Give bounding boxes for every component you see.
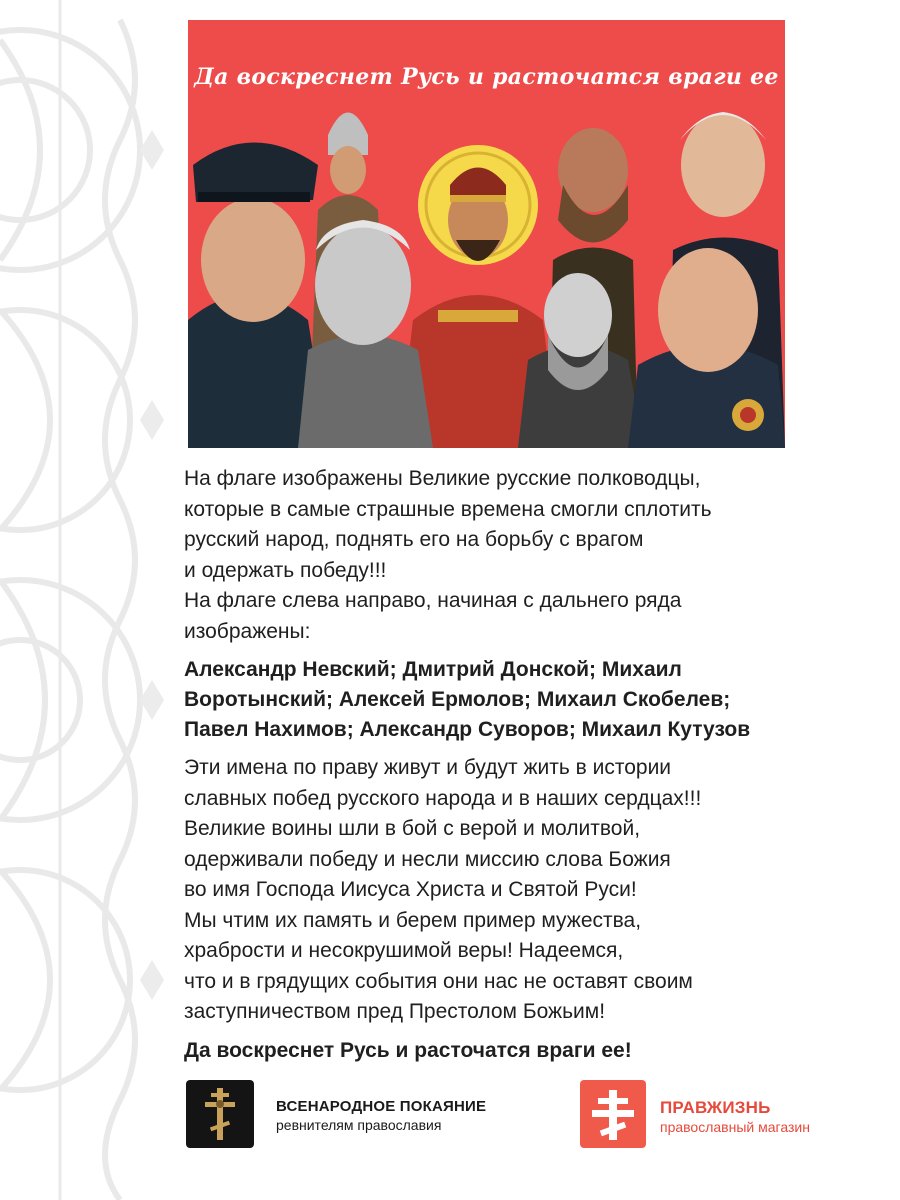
decorative-ornament [0, 0, 170, 1200]
closing-line: Да воскреснет Русь и расточатся враги ее! [184, 1038, 632, 1062]
pravzhizn-logo-text: ПРАВЖИЗНЬ православный магазин [660, 1098, 810, 1135]
intro-paragraph: На флаге изображены Великие русские полководцы, которые в самые страшные времена смогли сплотить русский народ, поднять его на борьбу с врагом и одержать победу!!! На флаге слева направо, начиная с дальнего ряда изображены: [184, 467, 712, 643]
orthodox-cross-icon [186, 1080, 254, 1148]
commanders-names: Александр Невский; Дмитрий Донской; Михаил Воротынский; Алексей Ермолов; Михаил Скобелев; Павел Нахимов; Александр Суворов; Михаил Кутузов [184, 658, 751, 741]
body-paragraph: Эти имена по праву живут и будут жить в истории славных побед русского народа и в наших сердцах!!! Великие воины шли в бой с верой и молитвой, одерживали победу и несли миссию слова Божия во имя Господа Иисуса Христа и Святой Руси! Мы чтим их память и берем пример мужества, храбрости и несокрушимой веры! Надеемся, что и в грядущих события они нас не оставят своим заступничеством пред Престолом Божьим! [184, 756, 702, 1023]
description-text [184, 464, 874, 1066]
banner-title: Да воскреснет Русь и расточатся враги ее [194, 64, 779, 90]
vsenarodnoe-logo-text: ВСЕНАРОДНОЕ ПОКАЯНИЕ ревнителям православия [276, 1098, 487, 1133]
vsenarodnoe-logo [186, 1080, 254, 1148]
suvorov-figure [298, 335, 433, 448]
pravzhizn-logo [580, 1080, 646, 1148]
pravzhizn-cross-icon [580, 1080, 646, 1148]
flag-banner-image [188, 20, 785, 448]
footer-logos [0, 1080, 900, 1150]
